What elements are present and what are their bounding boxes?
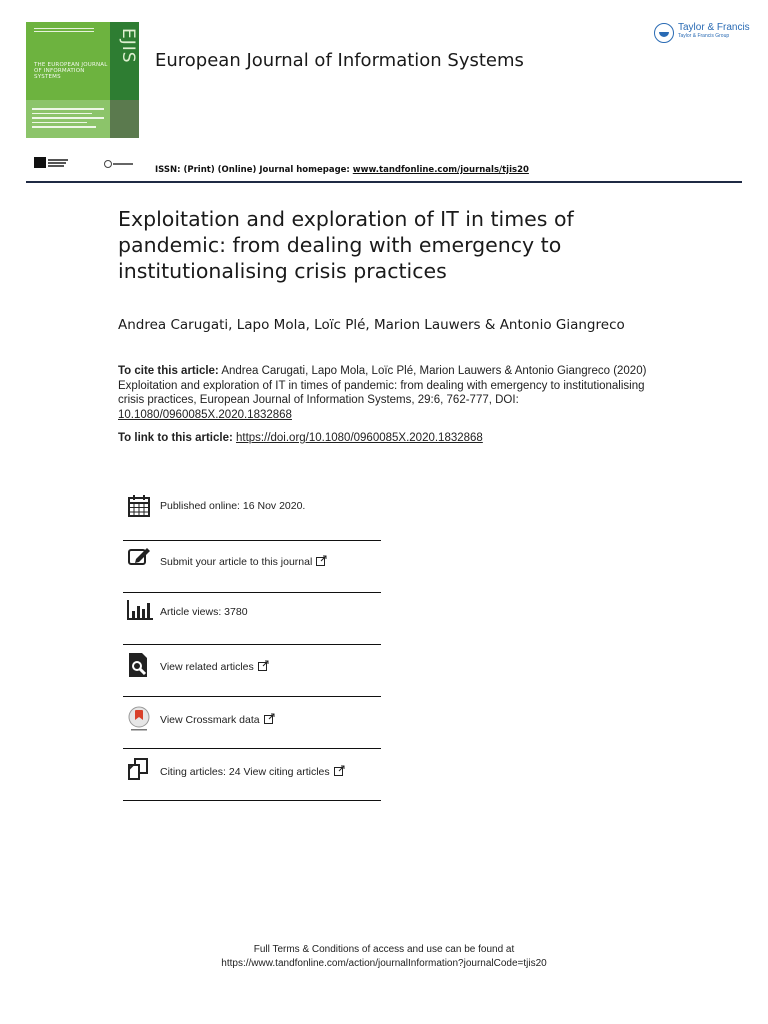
cite-doi-link[interactable]: 10.1080/0960085X.2020.1832868 [118,408,292,421]
journal-cover [26,22,139,138]
related-articles-row[interactable] [123,644,381,697]
article-views-row [123,592,381,645]
link-line [118,432,483,444]
footer-line-1: Full Terms & Conditions of access and use can be found at [253,944,515,955]
issn-text: ISSN: (Print) (Online) Journal homepage: [155,165,353,175]
taylor-francis-icon [654,23,674,43]
article-authors: Andrea Carugati, Lapo Mola, Loïc Plé, Marion Lauwers & Antonio Giangreco [118,317,625,333]
related-articles-link[interactable]: View related articles [160,660,269,674]
link-label: To link to this article: [118,432,236,444]
partner-logo [104,160,134,168]
terms-footer [0,943,768,971]
calendar-icon [127,494,151,518]
article-doi-link[interactable]: https://doi.org/10.1080/0960085X.2020.1832868 [236,432,483,444]
crossmark-link[interactable]: View Crossmark data [160,713,275,727]
edit-icon [127,546,151,570]
published-online-label: Published online: 16 Nov 2020. [160,500,306,512]
journal-homepage-link[interactable]: www.tandfonline.com/journals/tjis20 [352,165,529,175]
citation-block [118,364,653,422]
submit-article-link[interactable]: Submit your article to this journal [160,555,327,569]
submit-article-row[interactable] [123,540,381,593]
cite-text: Andrea Carugati, Lapo Mola, Loïc Plé, Marion Lauwers & Antonio Giangreco (2020) Exploitation and exploration of IT in times of pandemic: from dealing with emergency to institutionalising crisis practices, European Journal of Information Systems, 29:6, 762-777, DOI: [118,365,647,406]
crossmark-row[interactable] [123,696,381,749]
society-logo [34,157,68,169]
search-document-icon [127,653,151,677]
external-link-icon [258,660,269,674]
cover-abbr: EJIS [118,28,138,64]
external-link-icon [316,555,327,569]
cover-title: THE EUROPEAN JOURNAL OF INFORMATION SYSTEMS [34,62,108,80]
citing-articles-row[interactable] [123,748,381,801]
bar-chart-icon [127,600,151,624]
journal-title: European Journal of Information Systems [155,50,524,71]
published-online-row [123,486,381,541]
publisher-name: Taylor & Francis [678,22,750,33]
header-divider [26,181,742,183]
citing-articles-link[interactable]: Citing articles: 24 View citing articles [160,765,345,779]
issn-line [155,165,529,175]
external-link-icon [264,713,275,727]
external-link-icon [334,765,345,779]
article-views-label: Article views: 3780 [160,606,248,618]
article-title: Exploitation and exploration of IT in times of pandemic: from dealing with emergency to institutionalising crisis practices [118,207,574,283]
citing-articles-icon [127,757,151,781]
cite-label: To cite this article: [118,365,219,377]
crossmark-icon [127,706,151,730]
footer-terms-link[interactable]: https://www.tandfonline.com/action/journalInformation?journalCode=tjis20 [221,958,547,969]
taylor-francis-logo[interactable] [654,22,750,43]
publisher-group: Taylor & Francis Group [678,33,730,39]
